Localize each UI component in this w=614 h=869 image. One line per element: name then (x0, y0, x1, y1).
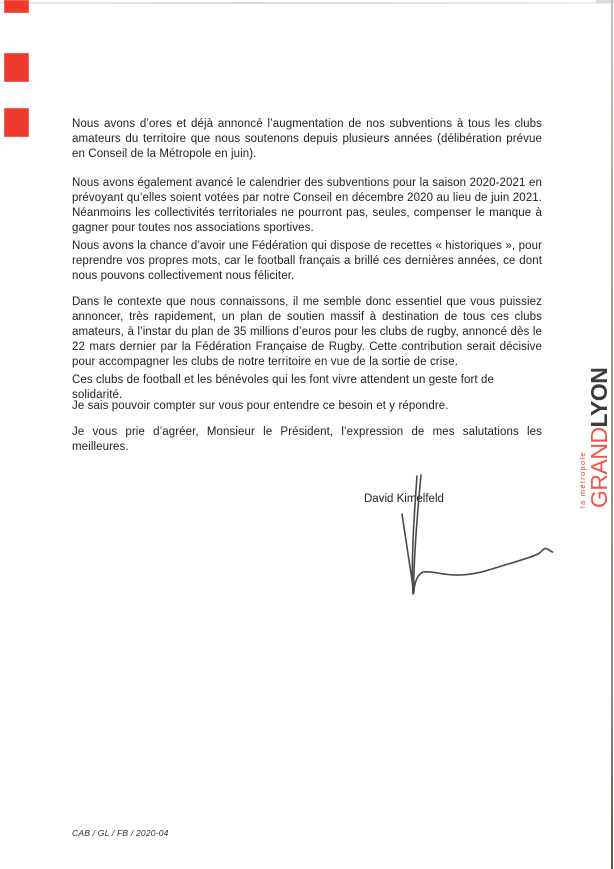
scan-artifact-top-line (0, 2, 614, 4)
letter-paragraph-solidarite: Ces clubs de football et les bénévoles qui les font vivre attendent un geste fort de solidarité. (72, 374, 495, 401)
logo-brand-lyon: LYON (586, 367, 612, 428)
letterhead-red-square-3 (4, 108, 29, 137)
letterhead-red-square-1 (4, 0, 29, 13)
logo-brand (588, 364, 611, 508)
signature-handwriting (395, 472, 560, 604)
letter-paragraph-subventions: Nous avons d’ores et déjà annoncé l’augmentation de nos subventions à tous les clubs amateurs du territoire que nous soutenons depuis plusieurs années (délibération prévue en Conseil de la Métropole en juin). (72, 118, 542, 160)
scan-artifact-corner (596, 0, 614, 3)
letter-paragraph-calendrier: Nous avons également avancé le calendrier des subventions pour la saison 2020-2021 en prévoyant qu’elles soient votées par notre Conseil en décembre 2020 au lieu de juin 2021. Néanmoins les collectivités territoriales ne pourront pas, seules, compenser le manque à gagner pour toutes nos associations sportives. (72, 177, 542, 234)
letter-paragraph-salutations: Je vous prie d’agréer, Monsieur le Président, l’expression de mes salutations les meilleures. (72, 426, 542, 453)
logo-tagline: la métropole (578, 451, 587, 508)
letter-paragraph-besoin: Je sais pouvoir compter sur vous pour entendre ce besoin et y répondre. (72, 400, 449, 412)
logo-grandlyon (578, 364, 612, 508)
signatory-name: David Kimelfeld (364, 493, 444, 505)
letter-paragraph-plan-soutien: Dans le contexte que nous connaissons, il me semble donc essentiel que vous puissiez annoncer, très rapidement, un plan de soutien massif à destination de tous ces clubs amateurs, à l’instar du plan de 35 millions d’euros pour les clubs de rugby, annoncé dès le 22 mars dernier par la Fédération Française de Rugby. Cette contribution serait décisive pour accompagner les clubs de notre territoire en vue de la sortie de crise. (72, 296, 542, 368)
document-reference: CAB / GL / FB / 2020-04 (72, 828, 169, 838)
letter-paragraph-federation: Nous avons la chance d’avoir une Fédération qui dispose de recettes « historiques », pour reprendre vos propres mots, car le football français a brillé ces dernières années, ce dont nous pouvons collectivement nous féliciter. (72, 240, 542, 282)
letterhead-red-square-2 (4, 53, 29, 82)
logo-brand-grand: GRAND (586, 427, 612, 508)
